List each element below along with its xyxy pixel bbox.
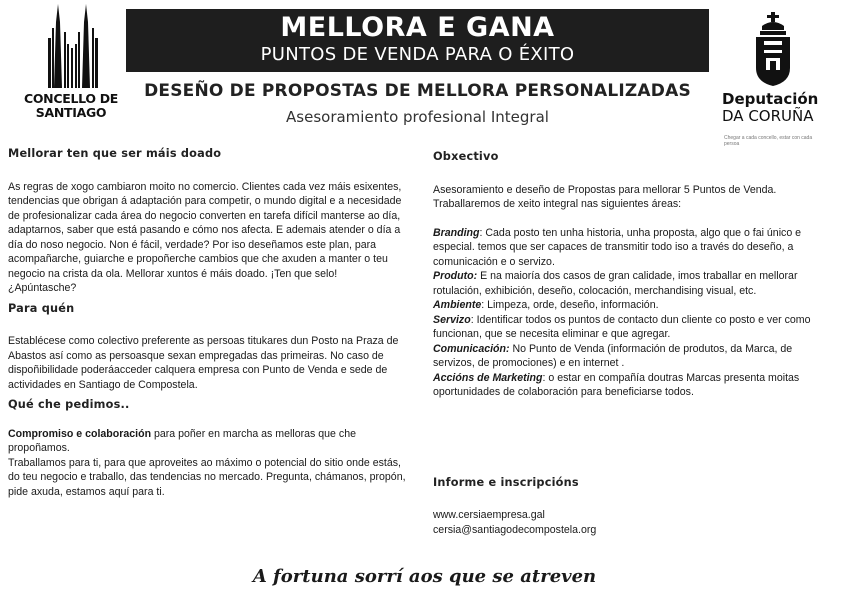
text-obxectivo-intro: Asesoramiento e deseño de Propostas para mellorar 5 Puntos de Venda. Traballaremos de xeito integral nas siguientes áreas: <box>433 183 777 210</box>
item-comunicacion <box>433 342 833 371</box>
term-branding: Branding <box>433 226 480 239</box>
item-marketing <box>433 371 833 400</box>
deputacion-slogan: Chegar a cada concello, estar con cada persoa <box>724 135 813 147</box>
term-ambiente: Ambiente <box>433 299 482 311</box>
item-produto <box>433 269 833 298</box>
item-ambiente <box>433 298 833 313</box>
concello-name <box>22 92 120 120</box>
term-servizo: Servizo <box>433 313 471 326</box>
heading-mellorar: Mellorar ten que ser máis doado <box>8 147 222 160</box>
text-ambiente: : Limpeza, orde, deseño, información. <box>481 299 659 311</box>
item-servizo <box>433 313 833 342</box>
text-marketing: : o estar en compañía doutras Marcas presenta moitas oportunidades de colaboración para beneficiarse todos. <box>433 371 800 398</box>
deputacion-name: Deputación <box>722 90 819 108</box>
text-compromiso <box>8 427 406 456</box>
text-branding: : Cada posto ten unha historia, unha proposta, algo que o fai único e especial. temos que ser capaces de transmitir todo iso a través do deseño, a comunicación e o servizo. <box>433 226 802 268</box>
heading-informe: Informe e inscripcións <box>433 475 579 489</box>
left-column <box>8 147 406 499</box>
deputacion-coruna-logo <box>722 12 837 152</box>
footer-motto: A fortuna sorrí aos que se atreven <box>252 566 597 587</box>
heading-para-quen: Para quén <box>8 301 75 315</box>
right-column <box>433 150 833 537</box>
concello-name-line1: CONCELLO DE <box>23 91 119 106</box>
banner-title: MELLORA E GANA <box>280 12 555 43</box>
text-servizo: : Identificar todos os puntos de contacto dun cliente co posto e ver como funcionan, que se necesita eliminar e que agregar. <box>433 313 811 340</box>
item-branding <box>433 226 833 270</box>
compromiso-rest: para poñer en marcha as melloras que che propoñamos. <box>8 427 356 454</box>
link-email[interactable]: cersia@santiagodecompostela.org <box>433 523 597 536</box>
term-produto: Produto: <box>433 270 478 282</box>
tower-shield-icon <box>750 12 796 86</box>
compromiso-bold: Compromiso e colaboración <box>8 427 152 440</box>
title-banner <box>126 9 709 72</box>
cathedral-towers-icon <box>46 4 98 88</box>
concello-name-line2: SANTIAGO <box>35 105 107 120</box>
coruna-name: DA CORUÑA <box>722 107 814 125</box>
term-comunicacion: Comunicación: <box>433 342 510 355</box>
banner-subtitle: PUNTOS DE VENDA PARA O ÉXITO <box>260 44 575 65</box>
text-para-quen: Establécese como colectivo preferente as persoas titukares dun Posto na Praza de Abastos así como as persoasque sexan empregadas das primeiras. No caso de dispoñibilidade poderáacceder calquera empresa con Punto de Venda e sede de actividades en Santiago de Compostela. <box>8 335 399 391</box>
heading-obxectivo: Obxectivo <box>433 150 499 163</box>
term-marketing: Accións de Marketing <box>433 371 543 384</box>
text-produto: E na maioría dos casos de gran calidade, imos traballar en mellorar rotulación, exhibición, deseño, colocación, merchandising visual, etc. <box>433 270 798 297</box>
section-title: DESEÑO DE PROPOSTAS DE MELLORA PERSONALIZADAS <box>144 81 691 101</box>
heading-que-pedimos: Qué che pedimos.. <box>8 398 130 411</box>
text-mellorar: As regras de xogo cambiaron moito no comercio. Clientes cada vez máis esixentes, tendencias que obrigan á adaptación para competir, o mundo digital e a necesidade de profesionalizar cada área do negocio converten en tarefa difícil manterse ao día, adaptarnos, saber que está pasando e cómo nos afecta. E ademais atender o día a día do noso negocio. Non é fácil, verdade? Por iso deseñamos este plan, para acompañarche, guiarche e propoñerche cambios que che axuden a manter o teu negocio na crista da ola. Mellorar xuntos é máis doado. ¡Ten que selo! <box>8 180 402 280</box>
text-comunicacion: No Punto de Venda (información de produtos, da Marca, de servizos, de promociones) e en internet . <box>433 342 793 369</box>
tagline: Asesoramiento profesional Integral <box>286 108 549 126</box>
link-web[interactable]: www.cersiaempresa.gal <box>433 509 545 521</box>
text-traballamos: Traballamos para ti, para que aproveites ao máximo o potencial do sitio onde estás, do teu negocio e traballo, das tendencias no mercado. Pregunta, chámanos, propón, pide axuda, estamos aquí para ti. <box>8 456 406 498</box>
concello-santiago-logo <box>22 4 120 124</box>
text-apuntasche: ¿Apúntasche? <box>8 282 77 294</box>
